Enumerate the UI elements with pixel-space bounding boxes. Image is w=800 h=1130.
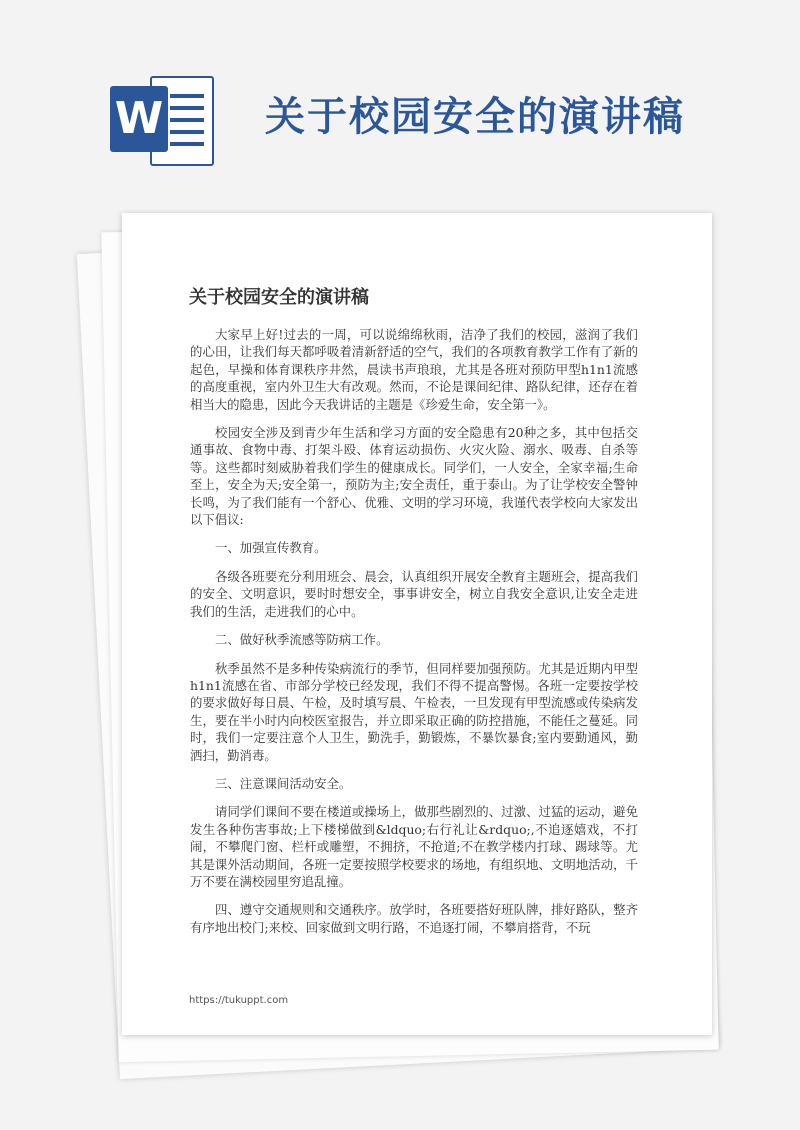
- body-paragraph: 大家早上好!过去的一周，可以说绵绵秋雨，洁净了我们的校园，滋润了我们的心田，让我们每天都呼吸着清新舒适的空气，我们的各项教育教学工作有了新的起色，早操和体育课秩序井然，晨读书声琅琅，尤其是各班对预防甲型h1n1流感的高度重视，室内外卫生大有改观。然而，不论是课间纪律、路队纪律，还存在着相当大的隐患，因此今天我讲话的主题是《珍爱生命，安全第一》。: [190, 327, 638, 412]
- body-paragraph: 秋季虽然不是多种传染病流行的季节，但同样要加强预防。尤其是近期内甲型h1n1流感在省、市部分学校已经发现，我们不得不提高警惕。各班一定要按学校的要求做好每日晨、午检，及时填写晨、午检表，一旦发现有甲型流感或传染病发生，要在半小时内向校医室报告，并立即采取正确的防控措施，不能任之蔓延。同时，我们一定要注意个人卫生，勤洗手，勤锻炼，不暴饮暴食;室内要勤通风，勤洒扫，勤消毒。: [190, 660, 638, 763]
- body-paragraph: 二、做好秋季流感等防病工作。: [215, 632, 389, 648]
- body-paragraph: 三、注意课间活动安全。: [215, 775, 352, 791]
- body-paragraph: 一、加强宣传教育。: [215, 540, 327, 556]
- text-line-shape: [170, 130, 204, 134]
- text-line-shape: [170, 106, 204, 110]
- document-page: [122, 213, 712, 1035]
- word-logo-letter: W: [110, 86, 168, 152]
- header-banner: [0, 0, 800, 200]
- text-line-shape: [170, 118, 204, 122]
- word-document-icon: [110, 72, 215, 167]
- text-line-shape: [170, 142, 204, 146]
- body-paragraph: 请同学们课间不要在楼道或操场上，做那些剧烈的、过激、过猛的运动，避免发生各种伤害事故;上下楼梯做到&ldquo;右行礼让&rdquo;,不追逐嬉戏，不打闹，不攀爬门窗、栏杆或雕塑，不拥挤，不抢道;不在教学楼内打球、踢球等。尤其是课外活动期间，各班一定要按照学校要求的场地，有组织地、文明地活动，千万不要在满校园里穷追乱撞。: [190, 804, 638, 889]
- text-line-shape: [170, 94, 204, 98]
- document-body: [190, 326, 638, 947]
- footer-url: https://tukuppt.com: [189, 995, 289, 1006]
- document-title: 关于校园安全的演讲稿: [189, 287, 369, 308]
- body-paragraph: 各级各班要充分利用班会、晨会，认真组织开展安全教育主题班会，提高我们的安全、文明意识，要时时想安全，事事讲安全，树立自我安全意识,让安全走进我们的生活，走进我们的心中。: [190, 568, 638, 619]
- body-paragraph: 四、遵守交通规则和交通秩序。放学时，各班要搭好班队牌，排好路队，整齐有序地出校门;来校、回家做到文明行路，不追逐打闹，不攀肩搭背，不玩: [190, 902, 638, 935]
- body-paragraph: 校园安全涉及到青少年生活和学习方面的安全隐患有20种之多，其中包括交通事故、食物中毒、打架斗殴、体育运动损伤、火灾火险、溺水、吸毒、自杀等等。这些都时刻威胁着我们学生的健康成长。同学们，一人安全，全家幸福;生命至上，安全为天;安全第一，预防为主;安全责任，重于泰山。为了让学校安全警钟长鸣，为了我们能有一个舒心、优雅、文明的学习环境，我谨代表学校向大家发出以下倡议:: [190, 425, 638, 528]
- header-title: 关于校园安全的演讲稿: [265, 94, 685, 140]
